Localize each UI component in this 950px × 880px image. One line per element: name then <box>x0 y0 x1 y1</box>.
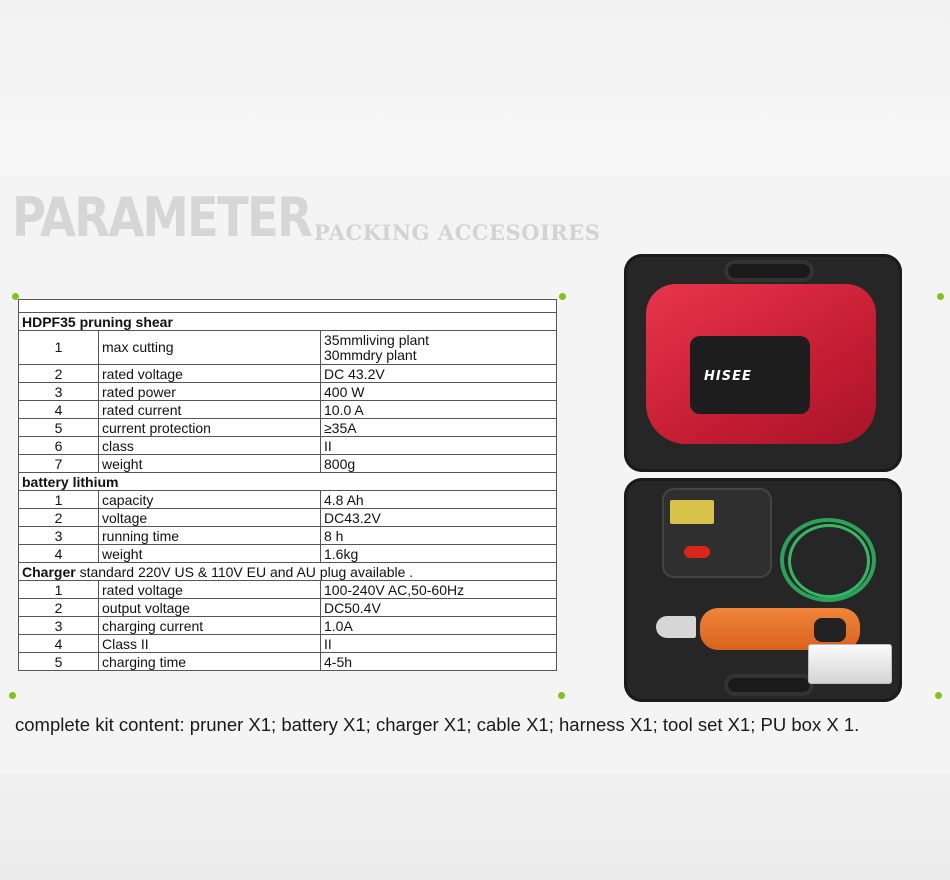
row-number: 7 <box>19 455 99 473</box>
parameter-name: capacity <box>99 491 321 509</box>
parameter-value <box>321 455 557 473</box>
parameter-name: rated power <box>99 383 321 401</box>
parameter-value <box>321 437 557 455</box>
parameter-value-line: 400 W <box>324 383 365 400</box>
brand-logo: HISEE <box>704 369 752 384</box>
row-number: 3 <box>19 527 99 545</box>
parameter-value <box>321 599 557 617</box>
parameter-value-line: II <box>324 437 332 454</box>
parameter-name: weight <box>99 545 321 563</box>
section-heading-note: standard 220V US & 110V EU and AU plug available . <box>75 563 414 580</box>
parameter-value-line: 8 h <box>324 527 344 544</box>
parameter-value-line: 100-240V AC,50-60Hz <box>324 581 465 598</box>
table-row <box>19 365 557 383</box>
row-number: 4 <box>19 401 99 419</box>
parameter-value <box>321 383 557 401</box>
row-number: 2 <box>19 365 99 383</box>
parameter-value-line: DC43.2V <box>324 509 381 526</box>
parameter-value-line: 35mmliving plant <box>324 331 430 348</box>
parameter-value <box>321 331 557 365</box>
table-row <box>19 617 557 635</box>
parameter-value-line: ≥35A <box>324 419 357 436</box>
battery-label <box>670 500 714 524</box>
parameter-value-line: 1.6kg <box>324 545 359 562</box>
pruner-blade <box>656 616 696 638</box>
parameter-value-line: DC 43.2V <box>324 365 385 382</box>
charging-cable-inner <box>788 524 870 598</box>
product-kit-photo <box>620 252 905 704</box>
section-heading-bold: battery lithium <box>22 473 119 490</box>
section-heading-cell <box>19 473 557 491</box>
parameter-name: charging current <box>99 617 321 635</box>
table-row <box>19 509 557 527</box>
decor-dot-top-right <box>937 293 944 300</box>
parameter-name: class <box>99 437 321 455</box>
pruner-grip <box>814 618 846 642</box>
section-heading-bold: HDPF35 pruning shear <box>22 313 173 330</box>
parameter-value <box>321 491 557 509</box>
parameter-name: output voltage <box>99 599 321 617</box>
section-heading-cell <box>19 313 557 331</box>
battery-power-button <box>684 546 710 558</box>
parameter-value <box>321 653 557 671</box>
parameter-value <box>321 509 557 527</box>
row-number: 4 <box>19 545 99 563</box>
table-section-heading <box>19 563 557 581</box>
table-row <box>19 419 557 437</box>
parameter-value-line: 10.0 A <box>324 401 364 418</box>
row-number: 1 <box>19 491 99 509</box>
decor-dot-bottom-left <box>9 692 16 699</box>
parameter-value <box>321 365 557 383</box>
parameter-name: rated voltage <box>99 365 321 383</box>
parameter-value <box>321 545 557 563</box>
decor-dot-top-mid <box>559 293 566 300</box>
row-number: 6 <box>19 437 99 455</box>
parameter-name: Class II <box>99 635 321 653</box>
parameter-value <box>321 581 557 599</box>
parameter-name: current protection <box>99 419 321 437</box>
parameter-value-line: 1.0A <box>324 617 353 634</box>
table-row <box>19 331 557 365</box>
decor-dot-bottom-right <box>935 692 942 699</box>
table-row <box>19 455 557 473</box>
row-number: 2 <box>19 509 99 527</box>
parameter-value <box>321 617 557 635</box>
parameter-name: rated voltage <box>99 581 321 599</box>
table-row <box>19 401 557 419</box>
table-row <box>19 599 557 617</box>
table-row <box>19 383 557 401</box>
parameter-value <box>321 419 557 437</box>
case-lid-handle <box>724 260 814 282</box>
section-heading-bold: Charger <box>22 563 76 580</box>
table-row <box>19 545 557 563</box>
parameter-value-line: 30mmdry plant <box>324 346 417 363</box>
parameter-name: charging time <box>99 653 321 671</box>
table-section-heading <box>19 313 557 331</box>
table-row <box>19 437 557 455</box>
kit-content-line: complete kit content: pruner X1; battery X1; charger X1; cable X1; harness X1; tool set X1; PU box X 1. <box>15 714 860 735</box>
table-row <box>19 635 557 653</box>
case-base-handle <box>724 674 814 696</box>
row-number: 1 <box>19 581 99 599</box>
row-number: 3 <box>19 383 99 401</box>
parameter-name: weight <box>99 455 321 473</box>
spec-table-body <box>19 300 557 671</box>
parameter-name: running time <box>99 527 321 545</box>
row-number: 1 <box>19 331 99 365</box>
row-number: 4 <box>19 635 99 653</box>
row-number: 5 <box>19 653 99 671</box>
page-title: PARAMETER <box>12 186 312 249</box>
parameter-name: max cutting <box>99 331 321 365</box>
page-subtitle: PACKING ACCESOIRES <box>314 220 601 245</box>
parameter-value <box>321 527 557 545</box>
decor-dot-bottom-mid <box>558 692 565 699</box>
row-number: 3 <box>19 617 99 635</box>
table-row <box>19 527 557 545</box>
spec-table <box>18 299 557 671</box>
case-lid <box>624 254 902 472</box>
parameter-value <box>321 401 557 419</box>
parameter-value-line: 4-5h <box>324 653 353 670</box>
row-number: 5 <box>19 419 99 437</box>
row-number: 2 <box>19 599 99 617</box>
parameter-value-line: II <box>324 635 332 652</box>
table-section-heading <box>19 473 557 491</box>
section-heading-cell <box>19 563 557 581</box>
parameter-name: rated current <box>99 401 321 419</box>
table-top-border-row <box>19 300 557 313</box>
parameter-value-line: 4.8 Ah <box>324 491 364 508</box>
pu-tool-box <box>808 644 892 684</box>
table-row <box>19 581 557 599</box>
parameter-value-line: DC50.4V <box>324 599 381 616</box>
battery-pack <box>662 488 772 578</box>
table-row <box>19 491 557 509</box>
table-row <box>19 653 557 671</box>
parameter-name: voltage <box>99 509 321 527</box>
parameter-value-line: 800g <box>324 455 356 472</box>
parameter-value <box>321 635 557 653</box>
